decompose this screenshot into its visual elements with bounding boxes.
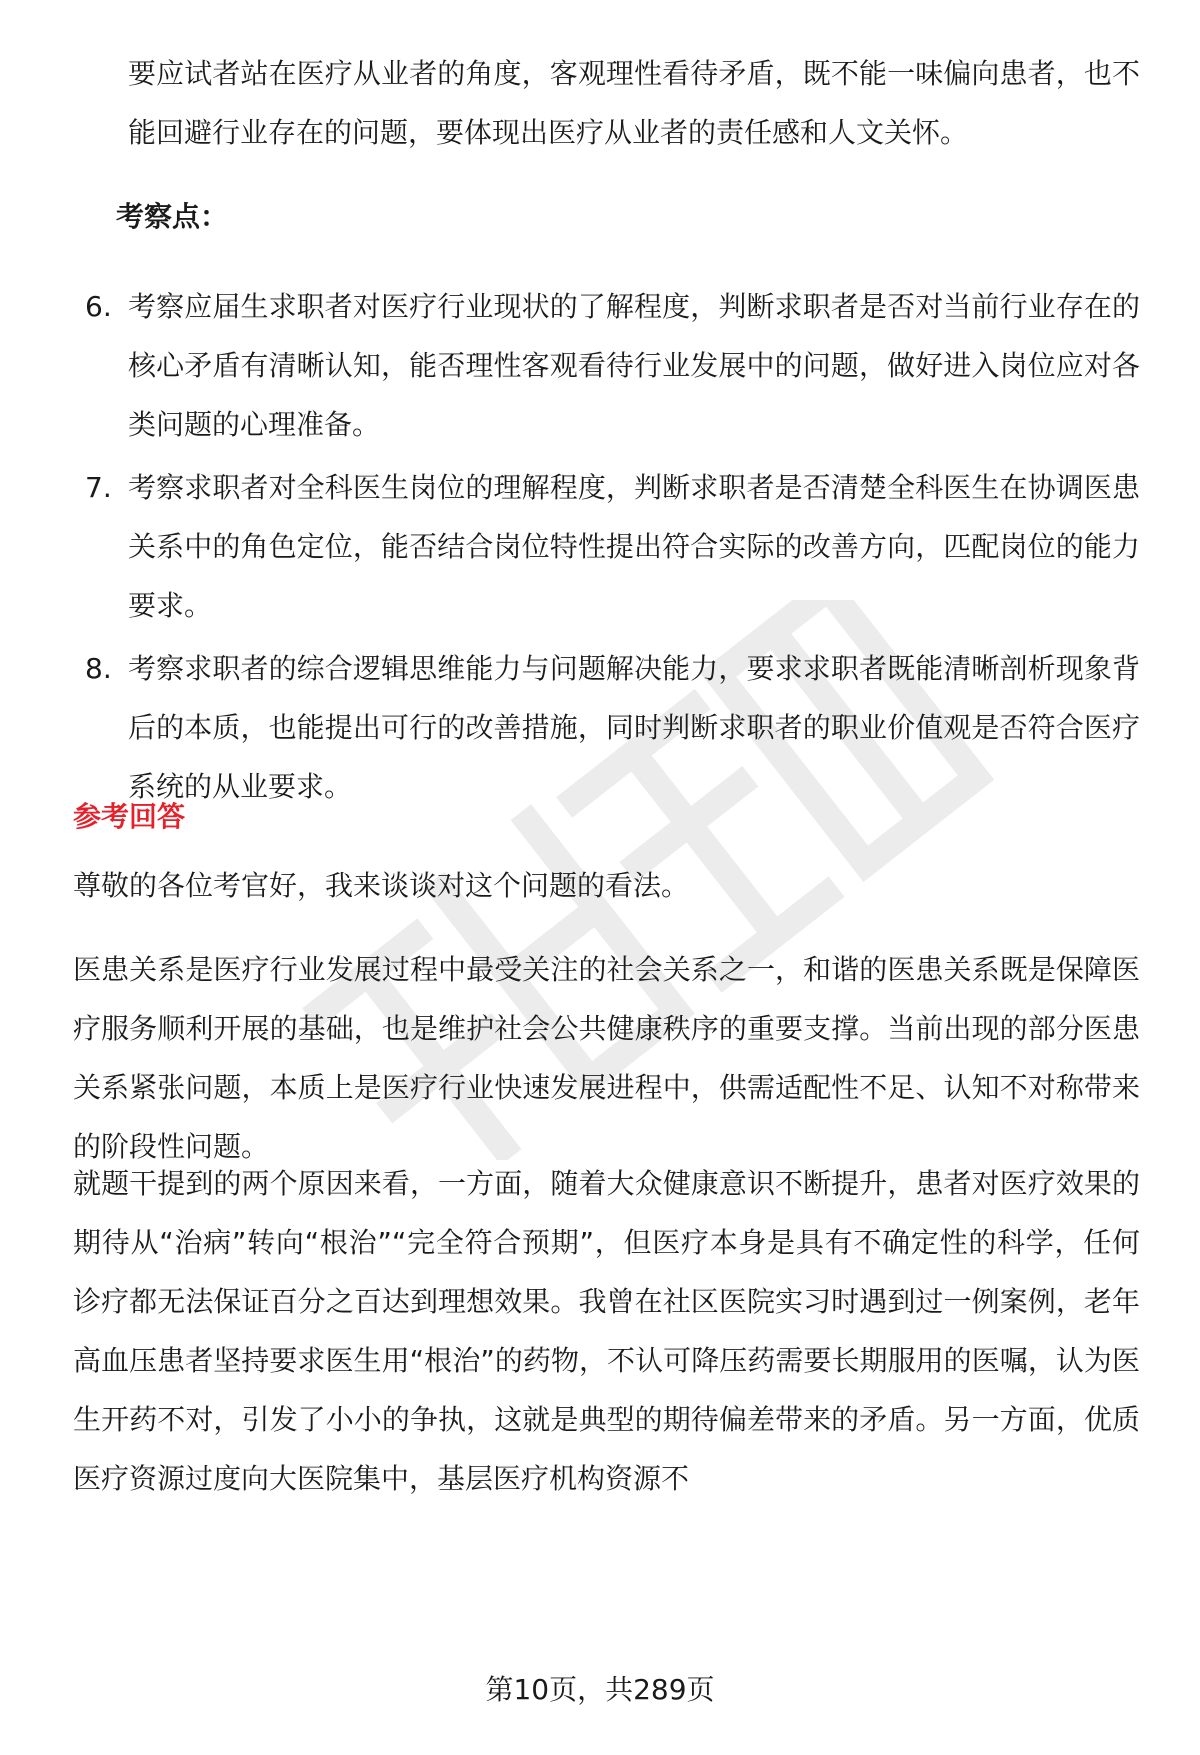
list-item-number: 6.	[85, 290, 112, 323]
list-item	[73, 277, 1140, 454]
exam-points-heading: 考察点：	[116, 200, 229, 233]
answer-paragraph-context: 医患关系是医疗行业发展过程中最受关注的社会关系之一，和谐的医患关系既是保障医疗服务顺利开展的基础，也是维护社会公共健康秩序的重要支撑。当前出现的部分医患关系紧张问题，本质上是医疗行业快速发展进程中，供需适配性不足、认知不对称带来的阶段性问题。	[73, 953, 1140, 1163]
intro-paragraph: 要应试者站在医疗从业者的角度，客观理性看待矛盾，既不能一味偏向患者，也不能回避行业存在的问题，要体现出医疗从业者的责任感和人文关怀。	[128, 57, 1140, 149]
list-item-number: 8.	[85, 652, 112, 685]
exam-points-list	[73, 277, 1140, 820]
answer-paragraph-greeting: 尊敬的各位考官好，我来谈谈对这个问题的看法。	[73, 869, 690, 902]
list-item-text: 考察应届生求职者对医疗行业现状的了解程度，判断求职者是否对当前行业存在的核心矛盾有清晰认知，能否理性客观看待行业发展中的问题，做好进入岗位应对各类问题的心理准备。	[128, 290, 1140, 441]
list-item-number: 7.	[85, 471, 112, 504]
answer-paragraph-analysis: 就题干提到的两个原因来看，一方面，随着大众健康意识不断提升，患者对医疗效果的期待从“治病”转向“根治”“完全符合预期”，但医疗本身是具有不确定性的科学，任何诊疗都无法保证百分之百达到理想效果。我曾在社区医院实习时遇到过一例案例，老年高血压患者坚持要求医生用“根治”的药物，不认可降压药需要长期服用的医嘱，认为医生开药不对，引发了小小的争执，这就是典型的期待偏差带来的矛盾。另一方面，优质医疗资源过度向大医院集中，基层医疗机构资源不	[73, 1167, 1140, 1495]
list-item	[73, 458, 1140, 635]
list-item-text: 考察求职者对全科医生岗位的理解程度，判断求职者是否清楚全科医生在协调医患关系中的角色定位，能否结合岗位特性提出符合实际的改善方向，匹配岗位的能力要求。	[128, 471, 1140, 622]
answer-heading: 参考回答	[73, 800, 186, 833]
list-item-text: 考察求职者的综合逻辑思维能力与问题解决能力，要求求职者既能清晰剖析现象背后的本质，也能提出可行的改善措施，同时判断求职者的职业价值观是否符合医疗系统的从业要求。	[128, 652, 1140, 803]
list-item	[73, 639, 1140, 816]
page-number: 第10页，共289页	[485, 1673, 715, 1706]
